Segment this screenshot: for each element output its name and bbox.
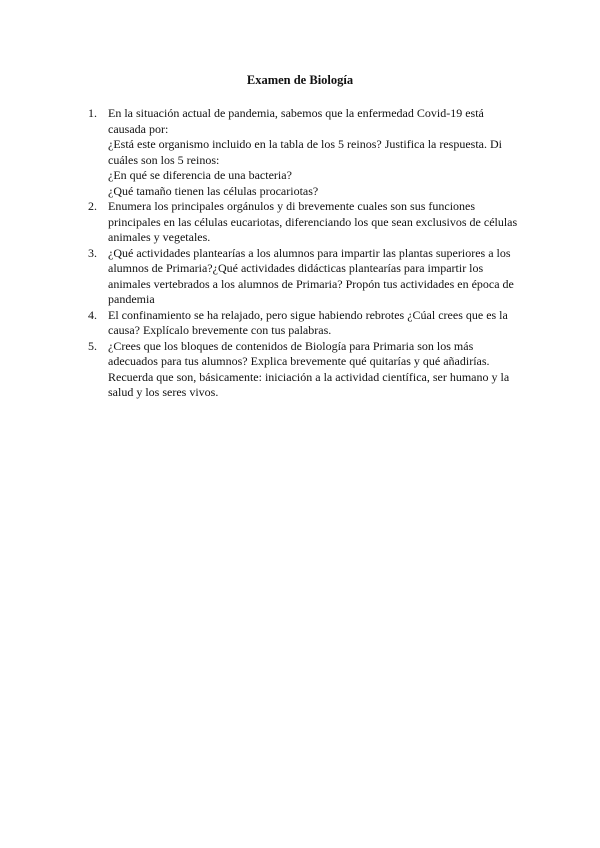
question-item-1 xyxy=(88,106,522,199)
question-item-2 xyxy=(88,199,522,246)
question-number: 1. xyxy=(88,106,97,120)
question-text: ¿En qué se diferencia de una bacteria? xyxy=(108,168,292,182)
question-number: 3. xyxy=(88,245,97,260)
question-text: En la situación actual de pandemia, sabemos que la enfermedad Covid-19 está causada por: xyxy=(108,106,484,136)
question-number: 2. xyxy=(88,199,97,213)
question-text: ¿Crees que los bloques de contenidos de Biología para Primaria son los más adecuados para tus alumnos? Explica brevemente qué quitarías y qué añadirías. xyxy=(108,338,490,368)
question-number: 4. xyxy=(88,307,97,322)
question-text: ¿Qué tamaño tienen las células procariotas? xyxy=(108,183,319,198)
question-text: Recuerda que son, básicamente: iniciación a la actividad científica, ser humano y la salud y los seres vivos. xyxy=(108,369,510,399)
question-item-4 xyxy=(88,308,522,339)
question-text: ¿Está este organismo incluido en la tabla de los 5 reinos? Justifica la respuesta. Di cuáles son los 5 reinos: xyxy=(108,137,503,167)
question-number: 5. xyxy=(88,338,97,353)
question-item-5 xyxy=(88,339,522,401)
question-text: ¿Qué actividades plantearías a los alumnos para impartir las plantas superiores a los alumnos de Primaria?¿Qué actividades didácticas plantearías para impartir los animales vertebrados a los alumnos de Primaria? Propón tus actividades en época de pandemia xyxy=(108,245,514,306)
question-item-3 xyxy=(88,246,522,308)
question-text: Enumera los principales orgánulos y di brevemente cuales son sus funciones principales en las células eucariotas, diferenciando los que sean exclusivos de células animales y vegetales. xyxy=(108,199,518,244)
document-title: Examen de Biología xyxy=(246,73,354,87)
question-list xyxy=(88,106,522,401)
question-text: El confinamiento se ha relajado, pero sigue habiendo rebrotes ¿Cúal crees que es la causa? Explícalo brevemente con tus palabras. xyxy=(108,307,508,337)
